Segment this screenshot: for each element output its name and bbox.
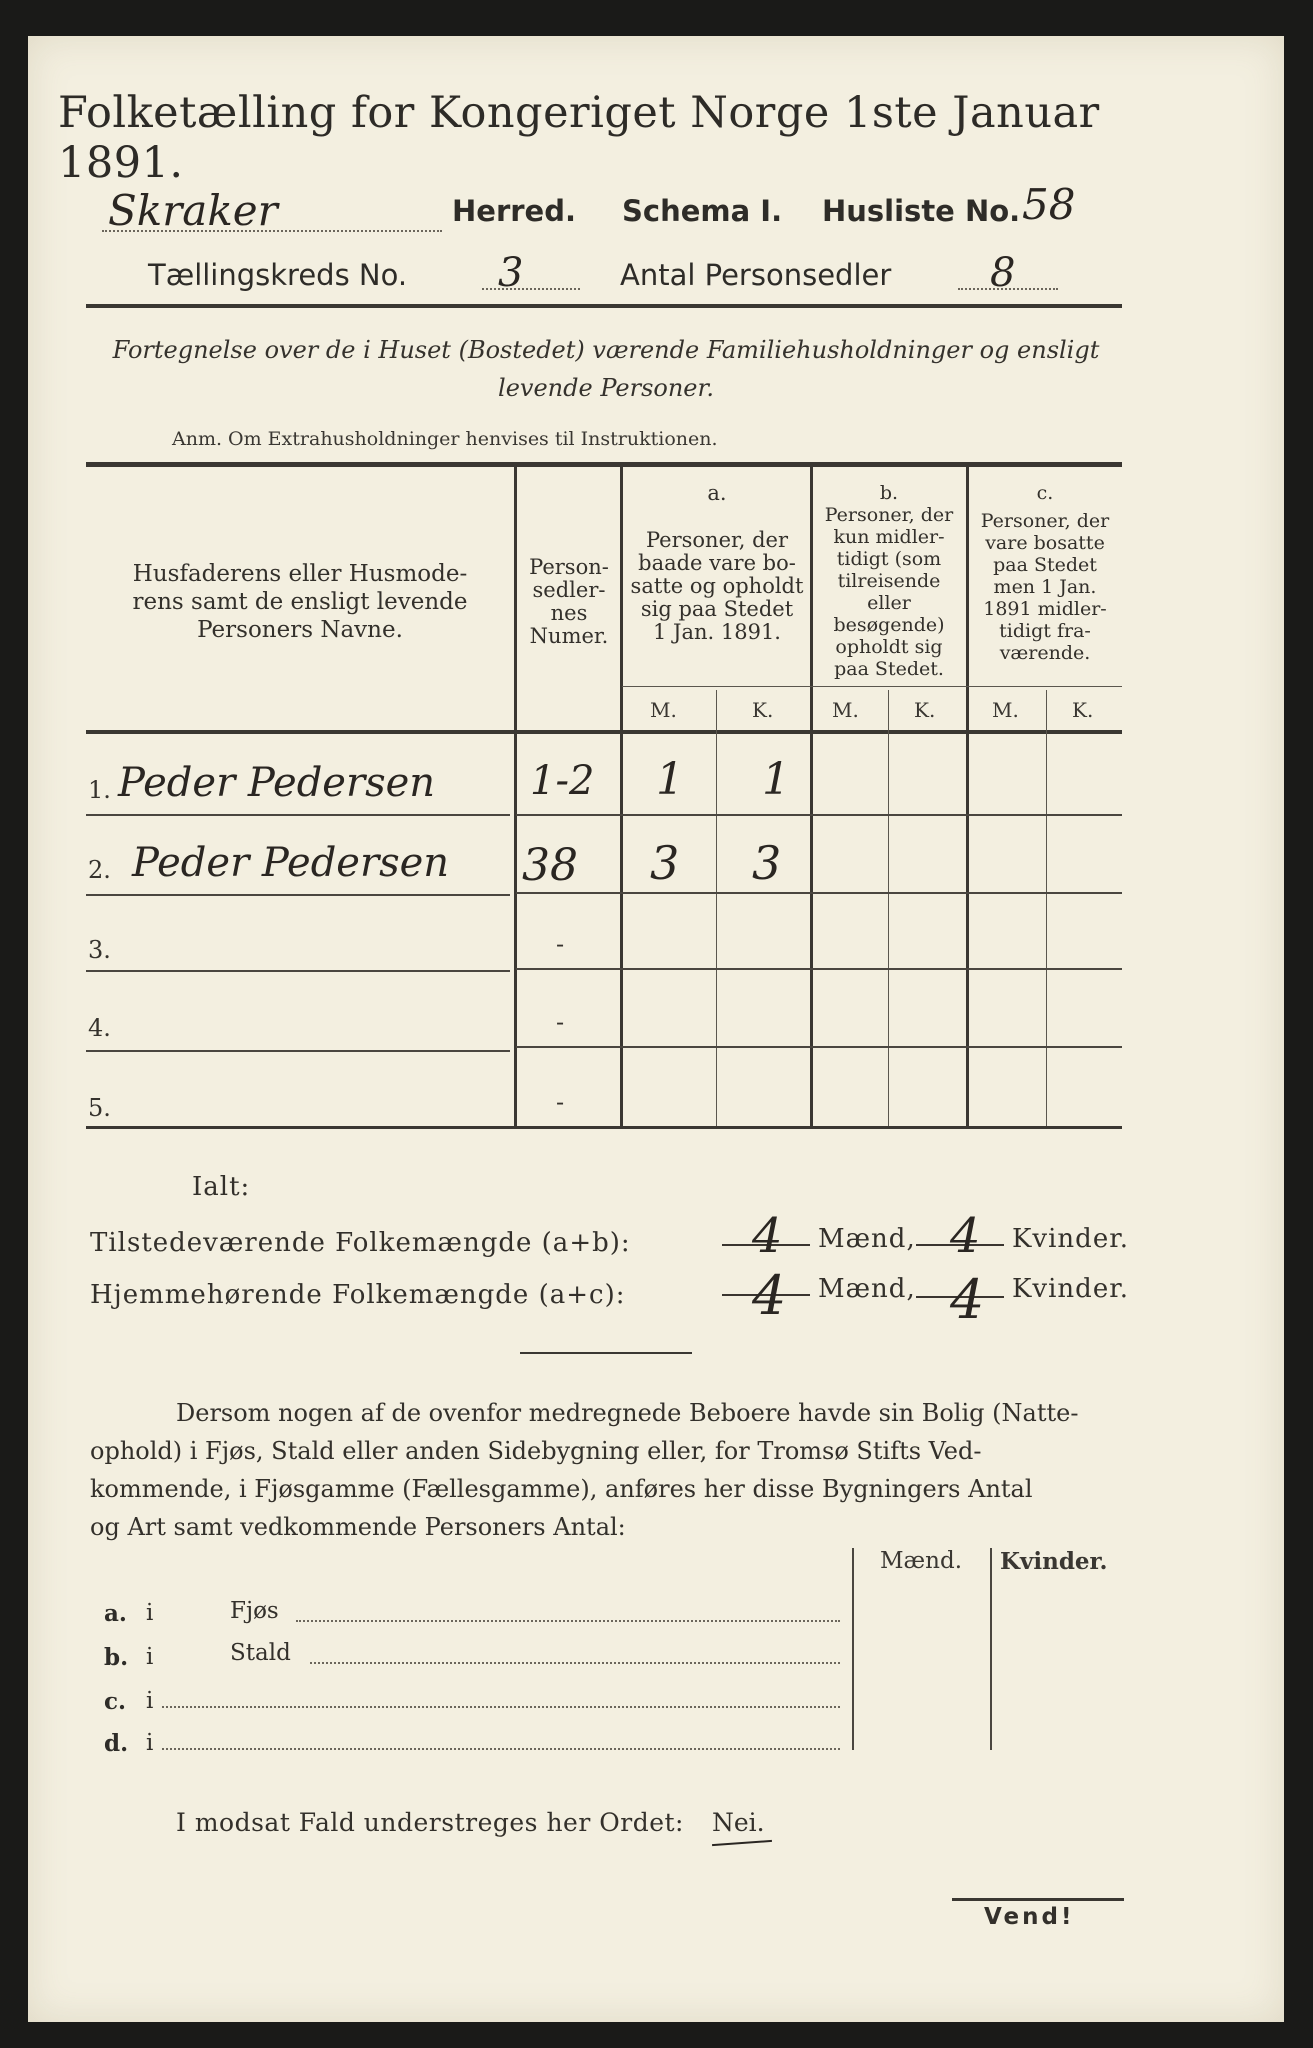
building-dotline [296,1618,840,1622]
col-a-line: sig paa Stedet [640,597,794,621]
col-b-k: K. [914,698,936,722]
col-b-m: M. [832,698,859,722]
nei-word: Nei. [712,1808,765,1837]
col-names-line: Husfaderens eller Husmode- [132,561,468,587]
col-a-line: satte og opholdt [630,574,804,598]
person-number: 1-2 [530,758,595,804]
building-i: i [146,1730,154,1756]
ialt-label: Ialt: [192,1172,251,1202]
col-b-line: Personer, der [824,504,954,526]
hjemme-k-value: 4 [950,1268,985,1331]
row-4-rule-right [516,1046,1122,1048]
building-letter: d. [104,1730,129,1757]
col-c-letter: c. [1036,482,1054,504]
mk-header-rule [622,686,1122,687]
antal-value: 8 [990,250,1016,296]
antal-label: Antal Personsedler [620,258,892,292]
para-line-4: og Art samt vedkommende Personers Antal: [90,1513,626,1541]
person-number: - [556,1008,565,1036]
tilstede-kvinder: Kvinder. [1012,1224,1130,1254]
anm-note: Anm. Om Extrahusholdninger henvises til Instruktionen. [172,428,718,450]
buildings-maend-header: Mænd. [880,1548,963,1574]
col-b-line: kun midler- [833,526,945,548]
col-num-line: sedler- [532,578,606,602]
row-number: 3. [88,936,111,964]
col-header-names [100,560,500,644]
person-number: 38 [522,840,578,891]
kreds-value: 3 [498,250,524,296]
husliste-label: Husliste No. [822,194,1021,228]
present-k: 1 [762,754,790,805]
row-number: 2. [88,856,111,884]
col-divider-a-mk [716,690,717,1126]
tilstede-maend: Mænd, [818,1224,916,1254]
buildings-divider-2 [990,1548,992,1750]
present-k: 3 [752,836,782,890]
present-m: 1 [656,754,684,805]
hjemme-maend: Mænd, [818,1274,916,1304]
herred-value: Skraker [108,186,278,235]
hjemme-label: Hjemmehørende Folkemængde (a+c): [90,1280,626,1310]
tilstede-m-value: 4 [752,1208,783,1264]
tilstede-label: Tilstedeværende Folkemængde (a+b): [90,1228,631,1258]
col-header-a [624,482,810,644]
present-m: 3 [650,836,680,890]
building-dotline [162,1746,840,1750]
buildings-divider-1 [852,1548,854,1750]
row-2-rule [86,894,510,896]
col-b-line: tidigt (som [836,548,942,570]
hjemme-m-value: 4 [752,1264,787,1327]
col-a-letter: a. [707,481,727,505]
intro-line-1: Fortegnelse over de i Huset (Bostedet) værende Familiehusholdninger og ensligt [112,336,1100,364]
col-divider-2 [620,467,623,1126]
col-c-line: tidigt fra- [999,620,1091,642]
col-header-c [968,482,1122,664]
row-1-rule-right [516,814,1122,816]
schema-label: Schema I. [622,194,783,228]
person-number: - [556,1088,565,1116]
col-b-line: eller [867,592,911,614]
para-line-1: Dersom nogen af de ovenfor medregnede Beboere havde sin Bolig (Natte- [176,1399,1079,1427]
building-letter: c. [104,1688,127,1715]
kreds-label: Tællingskreds No. [148,258,408,292]
building-dotline [310,1660,840,1664]
col-b-line: opholdt sig [835,636,943,658]
building-i: i [146,1688,154,1714]
person-name: Peder Pedersen [118,760,436,806]
row-3-rule [86,970,510,972]
kreds-field [482,278,580,290]
intro-line-2: levende Personer. [498,374,714,402]
col-divider-c-mk [1046,690,1047,1126]
col-b-line: tilreisende [837,570,941,592]
vend-rule [952,1898,1124,1901]
col-a-m: M. [650,698,677,722]
form-title: Folketælling for Kongeriget Norge 1ste Januar 1891. [58,88,1100,188]
col-c-line: 1891 midler- [983,598,1107,620]
row-3-rule-right [516,968,1122,970]
col-b-line: besøgende) [833,614,945,636]
hjemme-kvinder: Kvinder. [1012,1274,1130,1304]
col-b-line: paa Stedet. [834,658,944,680]
table-bottom-rule [86,1126,1122,1129]
row-4-rule [86,1050,510,1052]
col-a-line: baade vare bo- [638,551,796,575]
col-c-line: men 1 Jan. [993,576,1097,598]
col-a-line: Personer, der [645,528,789,552]
building-dotline [162,1704,840,1708]
building-letter: a. [104,1600,127,1627]
header-rule [86,304,1122,308]
col-divider-b-mk [888,690,889,1126]
building-i: i [146,1644,154,1670]
col-c-line: værende. [999,642,1091,664]
row-1-rule [86,814,510,816]
building-i: i [146,1600,154,1626]
tilstede-k-value: 4 [950,1208,981,1264]
row-number: 1. [88,776,111,804]
building-label: Fjøs [230,1598,279,1624]
col-c-line: Personer, der [980,510,1110,532]
building-letter: b. [104,1644,129,1671]
col-c-k: K. [1072,698,1094,722]
person-name: Peder Pedersen [132,840,450,886]
col-divider-1 [514,467,517,1126]
col-num-line: Numer. [529,624,609,648]
buildings-kvinder-header: Kvinder. [1000,1548,1108,1575]
row-number: 4. [88,1014,111,1042]
row-number: 5. [88,1094,111,1122]
building-label: Stald [230,1640,291,1666]
col-c-line: paa Stedet [993,554,1097,576]
herred-label: Herred. [452,194,576,228]
col-num-line: nes [550,601,588,625]
col-header-numer [518,556,620,648]
census-form-page [28,36,1284,2022]
vend-text: Vend! [984,1904,1075,1930]
col-c-line: vare bosatte [985,532,1105,554]
col-c-m: M. [992,698,1019,722]
col-a-line: 1 Jan. 1891. [653,620,781,644]
husliste-value: 58 [1022,180,1076,229]
col-num-line: Person- [529,555,609,579]
section-divider [520,1352,692,1354]
col-a-k: K. [752,698,774,722]
person-number: - [556,930,565,958]
row-2-rule-right [516,892,1122,894]
para-line-2: ophold) i Fjøs, Stald eller anden Sidebygning eller, for Tromsø Stifts Ved- [90,1437,982,1465]
col-names-line: Personers Navne. [197,617,403,643]
col-names-line: rens samt de ensligt levende [132,589,468,615]
para-line-3: kommende, i Fjøsgamme (Fællesgamme), anføres her disse Bygningers Antal [90,1475,1033,1503]
col-header-b [812,482,966,680]
modsat-text: I modsat Fald understreges her Ordet: [176,1808,684,1837]
col-b-letter: b. [879,482,899,504]
